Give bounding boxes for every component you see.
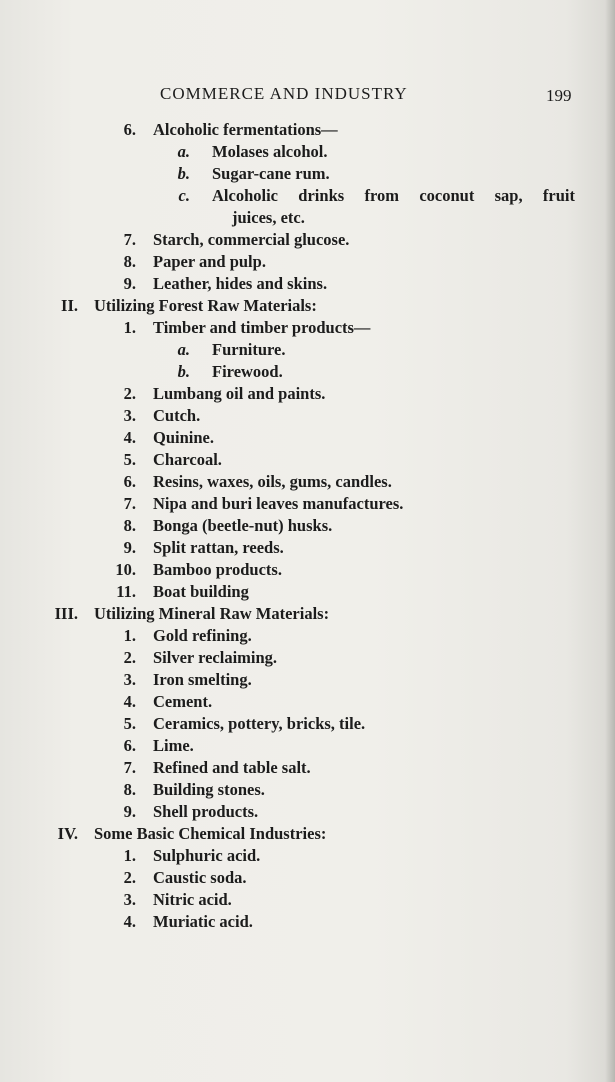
item-text: Utilizing Forest Raw Materials:	[94, 296, 317, 315]
running-head: COMMERCE AND INDUSTRY	[160, 84, 408, 103]
item-marker: 1.	[123, 626, 136, 645]
item-marker: 8.	[123, 780, 136, 799]
list-item	[0, 449, 615, 471]
item-marker: 7.	[123, 494, 136, 513]
list-item	[0, 867, 615, 889]
list-item	[0, 735, 615, 757]
item-text: Refined and table salt.	[153, 758, 311, 777]
item-text: Some Basic Chemical Industries:	[94, 824, 327, 843]
item-marker: 3.	[123, 406, 136, 425]
item-text: Molases alcohol.	[212, 142, 328, 161]
list-item	[0, 713, 615, 735]
item-marker: 7.	[123, 758, 136, 777]
item-text: Lime.	[153, 736, 194, 755]
item-text: Firewood.	[212, 362, 283, 381]
item-text: Shell products.	[153, 802, 259, 821]
list-item	[0, 757, 615, 779]
item-marker: a.	[177, 142, 190, 161]
item-text: juices, etc.	[232, 208, 305, 227]
page-number: 199	[546, 86, 572, 105]
item-marker: 6.	[123, 472, 136, 491]
item-marker: 4.	[123, 912, 136, 931]
item-text: Cutch.	[153, 406, 201, 425]
page-header	[0, 84, 615, 110]
item-text: Nipa and buri leaves manufactures.	[153, 494, 404, 513]
item-marker: 3.	[123, 890, 136, 909]
item-text: Split rattan, reeds.	[153, 538, 284, 557]
item-marker: 2.	[123, 868, 136, 887]
sub-item	[0, 361, 615, 383]
sub-item	[0, 207, 615, 229]
item-marker: 1.	[123, 318, 136, 337]
item-text: Ceramics, pottery, bricks, tile.	[153, 714, 366, 733]
section-heading	[0, 823, 615, 845]
list-item	[0, 669, 615, 691]
item-text: Charcoal.	[153, 450, 222, 469]
item-text: Bonga (beetle-nut) husks.	[153, 516, 333, 535]
item-text: Leather, hides and skins.	[153, 274, 328, 293]
list-item	[0, 625, 615, 647]
item-marker: 5.	[123, 714, 136, 733]
list-item	[0, 911, 615, 933]
sub-item	[0, 163, 615, 185]
list-item	[0, 801, 615, 823]
item-marker: 10.	[115, 560, 136, 579]
list-item	[0, 581, 615, 603]
section-heading	[0, 603, 615, 625]
item-text: Paper and pulp.	[153, 252, 266, 271]
item-text: Boat building	[153, 582, 249, 601]
item-text: Starch, commercial glucose.	[153, 230, 350, 249]
item-marker: a.	[177, 340, 190, 359]
item-text: Timber and timber products—	[153, 318, 371, 337]
item-text: Furniture.	[212, 340, 286, 359]
list-item	[0, 779, 615, 801]
item-text: Sugar-cane rum.	[212, 164, 330, 183]
item-text: Building stones.	[153, 780, 265, 799]
item-text: Gold refining.	[153, 626, 252, 645]
item-text: Alcoholic drinks from coconut sap, fruit	[212, 186, 575, 205]
item-marker: 4.	[123, 428, 136, 447]
list-item	[0, 845, 615, 867]
item-text: Iron smelting.	[153, 670, 252, 689]
list-item	[0, 229, 615, 251]
item-marker: 8.	[123, 252, 136, 271]
list-item	[0, 383, 615, 405]
list-item	[0, 427, 615, 449]
item-marker: 8.	[123, 516, 136, 535]
list-item	[0, 559, 615, 581]
item-marker: III.	[54, 604, 78, 623]
item-marker: 9.	[123, 802, 136, 821]
item-text: Bamboo products.	[153, 560, 282, 579]
item-text: Alcoholic fermentations—	[153, 120, 338, 139]
item-marker: 9.	[123, 538, 136, 557]
sub-item	[0, 185, 615, 207]
item-text: Nitric acid.	[153, 890, 232, 909]
item-marker: 6.	[123, 120, 136, 139]
sub-item	[0, 339, 615, 361]
item-text: Cement.	[153, 692, 213, 711]
item-marker: 5.	[123, 450, 136, 469]
list-item	[0, 647, 615, 669]
item-marker: 7.	[123, 230, 136, 249]
item-marker: 2.	[123, 648, 136, 667]
sub-item	[0, 141, 615, 163]
item-text: Silver reclaiming.	[153, 648, 278, 667]
list-item	[0, 317, 615, 339]
outline-list	[0, 119, 615, 933]
item-marker: 1.	[123, 846, 136, 865]
item-text: Sulphuric acid.	[153, 846, 261, 865]
item-marker: 2.	[123, 384, 136, 403]
item-marker: 6.	[123, 736, 136, 755]
list-item	[0, 889, 615, 911]
item-text: Muriatic acid.	[153, 912, 253, 931]
item-marker: 3.	[123, 670, 136, 689]
item-marker: IV.	[57, 824, 78, 843]
item-marker: 9.	[123, 274, 136, 293]
section-heading	[0, 295, 615, 317]
list-item	[0, 471, 615, 493]
list-item	[0, 537, 615, 559]
item-marker: b.	[177, 164, 190, 183]
item-text: Utilizing Mineral Raw Materials:	[94, 604, 330, 623]
item-text: Quinine.	[153, 428, 214, 447]
list-item	[0, 405, 615, 427]
list-item	[0, 691, 615, 713]
list-item	[0, 251, 615, 273]
item-marker: II.	[61, 296, 78, 315]
item-marker: 4.	[123, 692, 136, 711]
item-text: Resins, waxes, oils, gums, candles.	[153, 472, 392, 491]
item-text: Lumbang oil and paints.	[153, 384, 326, 403]
item-marker: b.	[177, 362, 190, 381]
list-item	[0, 515, 615, 537]
list-item	[0, 493, 615, 515]
item-text: Caustic soda.	[153, 868, 247, 887]
item-marker: c.	[178, 186, 190, 205]
list-item	[0, 273, 615, 295]
list-item	[0, 119, 615, 141]
item-marker: 11.	[116, 582, 136, 601]
